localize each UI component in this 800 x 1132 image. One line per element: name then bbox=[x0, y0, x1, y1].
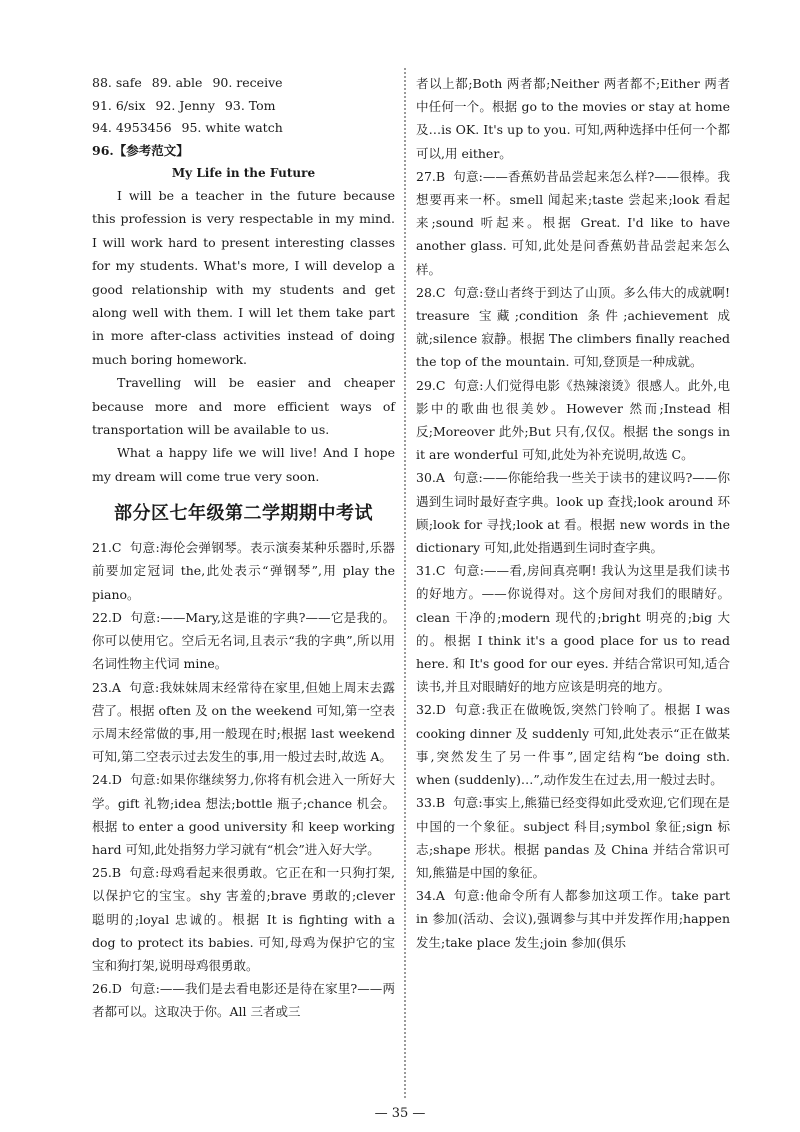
answer-entry: 94. 4953456 bbox=[92, 120, 172, 135]
answer-letter: A bbox=[435, 470, 445, 486]
explanation-item bbox=[92, 861, 395, 977]
explanation-text: 句意:我正在做晚饭,突然门铃响了。根据 I was cooking dinner 及 suddenly 可知,此处表示“正在做某事,突然发生了另一件事”,固定结构“be doing sth. when (suddenly)…”,动作发生在过去,用一般过去时。 bbox=[416, 702, 730, 788]
explanation-item bbox=[92, 977, 395, 1023]
column-divider bbox=[404, 68, 406, 1098]
left-explanations bbox=[92, 536, 395, 1023]
answer-letter: B bbox=[435, 795, 446, 811]
answer-row bbox=[92, 117, 395, 140]
left-column bbox=[92, 72, 395, 1024]
essay-paragraph: Travelling will be easier and cheaper because more and more efficient ways of transportation will be available to us. bbox=[92, 375, 395, 438]
answer-letter: A bbox=[111, 679, 121, 695]
explanation-item bbox=[416, 281, 730, 374]
explanation-text: 句意:——Mary,这是谁的字典?——它是我的。你可以使用它。空后无名词,且表示“我的字典”,所以用名词性物主代词 mine。 bbox=[92, 609, 395, 672]
answer-letter: D bbox=[111, 609, 122, 625]
section-heading: 部分区七年级第二学期期中考试 bbox=[114, 503, 373, 525]
explanation-text: 句意:海伦会弹钢琴。表示演奏某种乐器时,乐器前要加定冠词 the,此处表示“弹钢琴”,用 play the piano。 bbox=[92, 540, 395, 602]
question-number: 34. bbox=[416, 888, 436, 904]
explanation-text: 句意:事实上,熊猫已经变得如此受欢迎,它们现在是中国的一个象征。subject 科目;symbol 象征;sign 标志;shape 形状。根据 pandas 及 China 并结合常识可知,熊猫是中国的象征。 bbox=[416, 795, 730, 880]
answer-letter: B bbox=[435, 168, 446, 184]
explanation-item bbox=[92, 676, 395, 769]
answer-letter: C bbox=[111, 540, 122, 556]
question-number: 28. bbox=[416, 284, 436, 300]
explanation-item bbox=[416, 559, 730, 698]
answer-entry: 92. Jenny bbox=[155, 97, 215, 113]
explanation-text: 句意:——看,房间真亮啊! 我认为这里是我们读书的好地方。——你说得对。这个房间对我们的眼睛好。clean 干净的;modern 现代的;bright 明亮的;big 大的。根据 I think it's a good place for us to read here. 和 It's good for our eyes. 并结合常识可知,适合读书,并且对眼睛好的地方应该是明亮的地方。 bbox=[416, 563, 730, 695]
explanation-item bbox=[92, 768, 395, 861]
explanation-item bbox=[416, 466, 730, 559]
explanation-text: 句意:他命令所有人都参加这项工作。take part in 参加(活动、会议),强调参与其中并发挥作用;happen 发生;take place 发生;join 参加(俱乐 bbox=[416, 888, 730, 950]
question-number: 21. bbox=[92, 540, 112, 556]
question-number: 22. bbox=[92, 609, 112, 625]
question-number: 27. bbox=[416, 168, 436, 184]
answer-row bbox=[92, 72, 395, 95]
question-number: 30. bbox=[416, 470, 436, 486]
answer-letter: D bbox=[111, 772, 122, 788]
answer-letter: C bbox=[435, 377, 446, 393]
question-number: 23. bbox=[92, 679, 112, 695]
essay-paragraph: What a happy life we will live! And I hope my dream will come true very soon. bbox=[92, 445, 395, 484]
answer-entry: 89. able bbox=[151, 75, 203, 90]
explanation-item bbox=[416, 698, 730, 791]
explanation-text: 句意:——香蕉奶昔品尝起来怎么样?——很棒。我想要再来一杯。smell 闻起来;taste 尝起来;look 看起来;sound 听起来。根据 Great. I'd like to have another glass. 可知,此处是问香蕉奶昔品尝起来怎么样。 bbox=[416, 168, 730, 277]
question-number: 25. bbox=[92, 865, 112, 881]
question-number: 29. bbox=[416, 377, 436, 393]
essay-label: 96.【参考范文】 bbox=[92, 142, 189, 158]
essay-paragraph: I will be a teacher in the future because this profession is very respectable in my mind. I will work hard to present interesting classes for my students. What's more, I will develop a good relationship with my students and get along well with them. I will let them take part in more after-class activities instead of doing much boring homework. bbox=[92, 188, 395, 367]
answer-letter: D bbox=[435, 702, 446, 718]
explanation-item bbox=[92, 606, 395, 676]
question-number: 32. bbox=[416, 702, 436, 718]
explanation-item bbox=[416, 72, 730, 165]
explanation-text: 句意:登山者终于到达了山顶。多么伟大的成就啊! treasure 宝藏;condition 条件;achievement 成就;silence 寂静。根据 The climbers finally reached the top of the mountain. 可知,登顶是一种成就。 bbox=[416, 284, 730, 370]
question-number: 24. bbox=[92, 772, 112, 788]
explanation-item bbox=[92, 536, 395, 606]
answer-entry: 91. 6/six bbox=[92, 97, 146, 113]
explanation-text: 句意:如果你继续努力,你将有机会进入一所好大学。gift 礼物;idea 想法;bottle 瓶子;chance 机会。根据 to enter a good university 和 keep working hard 可知,此处指努力学习就有“机会”进入好大学。 bbox=[92, 772, 395, 857]
explanation-item bbox=[416, 165, 730, 281]
explanation-text: 句意:人们觉得电影《热辣滚烫》很感人。此外,电影中的歌曲也很美妙。However 然而;Instead 相反;Moreover 此外;But 只有,仅仅。根据 the songs in it are wonderful 可知,此处为补充说明,故选 C。 bbox=[416, 377, 730, 463]
question-number: 33. bbox=[416, 795, 436, 811]
explanation-item bbox=[416, 884, 730, 954]
answer-entry: 90. receive bbox=[212, 75, 283, 90]
answer-letter: D bbox=[111, 981, 122, 997]
explanation-item bbox=[416, 791, 730, 884]
explanation-item bbox=[416, 374, 730, 467]
answer-row bbox=[92, 95, 395, 118]
explanation-text: 句意:我妹妹周末经常待在家里,但她上周末去露营了。根据 often 及 on the weekend 可知,第一空表示周末经常做的事,用一般现在时;根据 last weekend 可知,第二空表示过去发生的事,用一般过去时,故选 A。 bbox=[92, 679, 396, 765]
answer-letter: C bbox=[435, 563, 446, 579]
answer-letter: C bbox=[435, 284, 446, 300]
explanation-text: 句意:——你能给我一些关于读书的建议吗?——你遇到生词时最好查字典。look up 查找;look around 环顾;look for 寻找;look at 看。根据 new words in the dictionary 可知,此处指遇到生词时查字典。 bbox=[416, 470, 730, 556]
essay-body bbox=[92, 184, 395, 488]
explanation-text: 者以上都;Both 两者都;Neither 两者都不;Either 两者中任何一个。根据 go to the movies or stay at home 及…is OK. It's up to you. 可知,两种选择中任何一个都可以,用 either。 bbox=[416, 76, 730, 161]
answer-entry: 95. white watch bbox=[181, 120, 283, 135]
explanation-text: 句意:——我们是去看电影还是待在家里?——两者都可以。这取决于你。All 三者或三 bbox=[92, 981, 395, 1020]
short-answer-list bbox=[92, 72, 395, 140]
page-number: — 35 — bbox=[374, 1106, 426, 1121]
explanation-text: 句意:母鸡看起来很勇敢。它正在和一只狗打架,以保护它的宝宝。shy 害羞的;brave 勇敢的;clever 聪明的;loyal 忠诚的。根据 It is fighting with a dog to protect its babies. 可知,母鸡为保护它的宝宝和狗打架,说明母鸡很勇敢。 bbox=[92, 865, 395, 973]
answer-letter: A bbox=[435, 888, 445, 904]
essay-title: My Life in the Future bbox=[171, 166, 316, 180]
answer-letter: B bbox=[111, 865, 122, 881]
answer-entry: 93. Tom bbox=[224, 97, 276, 113]
answer-entry: 88. safe bbox=[92, 75, 142, 90]
right-column bbox=[416, 72, 730, 954]
right-explanations bbox=[416, 72, 730, 954]
question-number: 26. bbox=[92, 981, 112, 997]
question-number: 31. bbox=[416, 563, 436, 579]
